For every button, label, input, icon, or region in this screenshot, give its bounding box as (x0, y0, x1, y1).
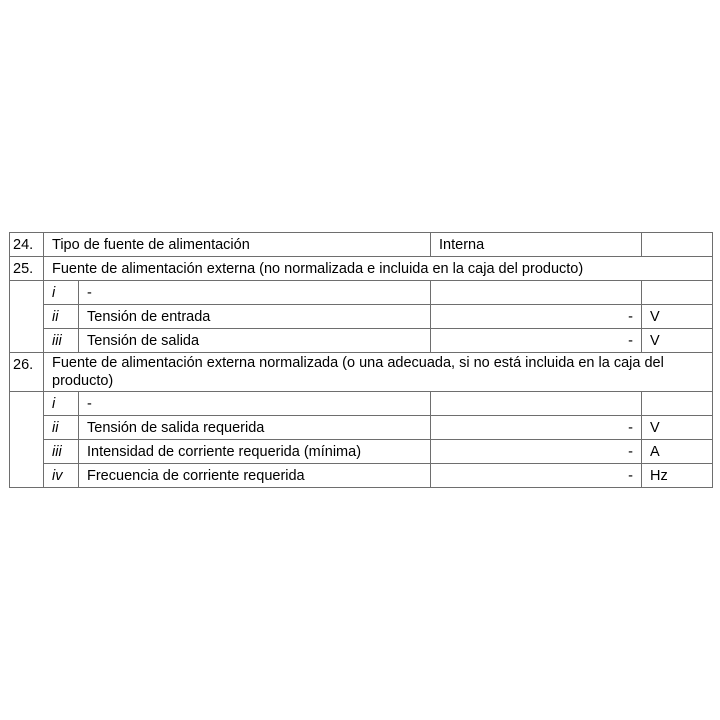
sub-value: - (431, 416, 642, 440)
table-row (10, 305, 713, 329)
sub-index: ii (44, 305, 79, 329)
sub-value: - (431, 440, 642, 464)
sub-index: iii (44, 440, 79, 464)
sub-index: iii (44, 329, 79, 353)
row-label: Tipo de fuente de alimentación (44, 233, 431, 257)
table-row (10, 257, 713, 281)
blank-cell (10, 440, 44, 464)
section-heading: Fuente de alimentación externa normalizada (o una adecuada, si no está incluida en la caja del producto) (44, 353, 713, 392)
sub-unit: V (642, 329, 713, 353)
sub-index: ii (44, 416, 79, 440)
row-number: 24. (10, 233, 44, 257)
sub-unit (642, 281, 713, 305)
sub-unit (642, 392, 713, 416)
table-row (10, 329, 713, 353)
sub-value: - (431, 329, 642, 353)
sub-unit: A (642, 440, 713, 464)
sub-unit: Hz (642, 464, 713, 488)
row-number: 26. (10, 353, 44, 392)
blank-cell (10, 464, 44, 488)
sub-index: i (44, 281, 79, 305)
blank-cell (10, 305, 44, 329)
spec-table (9, 232, 713, 488)
sub-label: Tensión de entrada (79, 305, 431, 329)
sub-index: iv (44, 464, 79, 488)
sub-value: - (431, 305, 642, 329)
blank-cell (10, 416, 44, 440)
blank-cell (10, 329, 44, 353)
sub-value (431, 281, 642, 305)
sub-label: Frecuencia de corriente requerida (79, 464, 431, 488)
table-row (10, 464, 713, 488)
blank-cell (10, 281, 44, 305)
sub-unit: V (642, 305, 713, 329)
row-number: 25. (10, 257, 44, 281)
section-heading: Fuente de alimentación externa (no normalizada e incluida en la caja del producto) (44, 257, 713, 281)
table-row (10, 233, 713, 257)
table-row (10, 440, 713, 464)
table-row (10, 392, 713, 416)
sub-label: Tensión de salida (79, 329, 431, 353)
sub-index: i (44, 392, 79, 416)
blank-cell (10, 392, 44, 416)
sub-value: - (431, 464, 642, 488)
sub-value (431, 392, 642, 416)
row-unit (642, 233, 713, 257)
sub-label: - (79, 281, 431, 305)
row-value: Interna (431, 233, 642, 257)
sub-label: Intensidad de corriente requerida (mínima) (79, 440, 431, 464)
sub-label: Tensión de salida requerida (79, 416, 431, 440)
table-row (10, 416, 713, 440)
sub-unit: V (642, 416, 713, 440)
table-row (10, 353, 713, 392)
sub-label: - (79, 392, 431, 416)
table-row (10, 281, 713, 305)
